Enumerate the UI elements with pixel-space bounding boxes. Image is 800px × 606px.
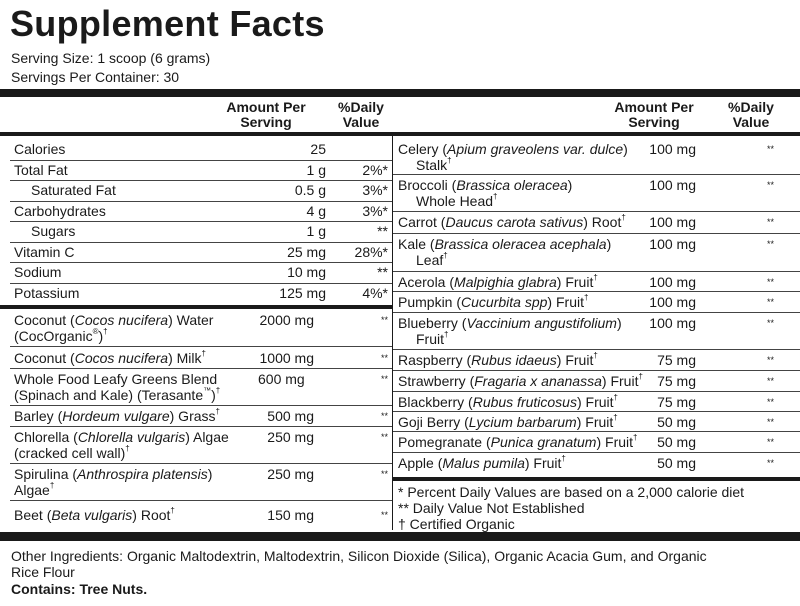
ingredient-row-kale: Kale (Brassica oleracea acephala) Leaf† 100 mg **	[398, 236, 774, 268]
nutrient-row	[14, 244, 392, 262]
daily-value: **	[766, 458, 774, 468]
amount: 100 mg	[649, 315, 696, 331]
ingredient-row-spirulina: Spirulina (Anthrospira platensis) Algae† 250 mg **	[14, 466, 388, 498]
daily-value: **	[380, 353, 388, 363]
amount: 100 mg	[649, 214, 696, 230]
daily-value: **	[377, 264, 388, 280]
amount: 25 mg	[287, 244, 326, 260]
nutrient-row	[14, 141, 392, 159]
amount: 100 mg	[649, 177, 696, 193]
left-dv-header: %Daily Value	[338, 99, 384, 130]
footnote-percent: * Percent Daily Values are based on a 2,000 calorie diet	[398, 484, 745, 500]
amount: 600 mg	[258, 371, 305, 387]
amount: 50 mg	[657, 455, 696, 471]
ingredient-row-blueberry: Blueberry (Vaccinium angustifolium) Fruit† 100 mg **	[398, 315, 774, 347]
amount: 75 mg	[657, 394, 696, 410]
nutrient-row	[14, 203, 392, 221]
ingredient-row-pumpkin: Pumpkin (Cucurbita spp) Fruit† 100 mg **	[398, 293, 774, 310]
bottom-thick-rule	[0, 532, 800, 541]
ingredient-row-strawberry: Strawberry (Fragaria x ananassa) Fruit† 75 mg **	[398, 372, 774, 389]
daily-value: 2%*	[362, 162, 388, 178]
daily-value: **	[380, 510, 388, 520]
amount: 50 mg	[657, 434, 696, 450]
footnote-certified-organic: † Certified Organic	[398, 516, 515, 532]
daily-value: 28%*	[354, 244, 388, 260]
nutrient-name: Calories	[14, 141, 66, 157]
daily-value: **	[380, 374, 388, 384]
nutrient-name: Saturated Fat	[31, 182, 116, 198]
amount: 100 mg	[649, 141, 696, 157]
daily-value: **	[766, 355, 774, 365]
amount: 100 mg	[649, 274, 696, 290]
amount: 25	[310, 141, 326, 157]
daily-value: **	[766, 239, 774, 249]
top-thick-rule	[0, 89, 800, 97]
daily-value: **	[380, 432, 388, 442]
nutrient-name: Sugars	[31, 223, 76, 239]
ingredient-row-carrot: Carrot (Daucus carota sativus) Root† 100 mg **	[398, 213, 774, 230]
daily-value: **	[377, 223, 388, 239]
amount: 75 mg	[657, 373, 696, 389]
daily-value: **	[380, 411, 388, 421]
daily-value: 4%*	[362, 285, 388, 301]
ingredient-row-pomegranate: Pomegranate (Punica granatum) Fruit† 50 mg **	[398, 433, 774, 450]
left-amount-header: Amount Per Serving	[226, 99, 306, 130]
panel-title: Supplement Facts	[10, 3, 325, 44]
amount: 50 mg	[657, 414, 696, 430]
allergen-statement: Contains: Tree Nuts.	[11, 581, 148, 597]
left-ingredients-rule	[0, 305, 393, 309]
nutrient-name: Potassium	[14, 285, 80, 301]
daily-value: **	[766, 217, 774, 227]
ingredient-row-chlorella: Chlorella (Chlorella vulgaris) Algae (cracked cell wall)† 250 mg **	[14, 429, 388, 461]
amount: 250 mg	[267, 429, 314, 445]
daily-value: **	[766, 437, 774, 447]
nutrient-row	[14, 162, 392, 180]
nutrient-row	[14, 264, 392, 282]
amount: 100 mg	[649, 294, 696, 310]
daily-value: **	[766, 180, 774, 190]
daily-value: **	[766, 277, 774, 287]
nutrient-name: Sodium	[14, 264, 62, 280]
serving-size: Serving Size: 1 scoop (6 grams)	[11, 50, 211, 66]
daily-value: 3%*	[362, 182, 388, 198]
ingredient-row-coconut-water: Coconut (Cocos nucifera) Water (CocOrganic®)† 2000 mg **	[14, 312, 388, 344]
column-divider	[392, 136, 393, 530]
daily-value: **	[380, 315, 388, 325]
amount: 10 mg	[287, 264, 326, 280]
nutrient-name: Carbohydrates	[14, 203, 106, 219]
nutrient-name: Vitamin C	[14, 244, 75, 260]
ingredient-row-blackberry: Blackberry (Rubus fruticosus) Fruit† 75 mg **	[398, 393, 774, 410]
ingredient-row-apple: Apple (Malus pumila) Fruit† 50 mg **	[398, 454, 774, 471]
header-rule	[0, 132, 800, 136]
other-ingredients: Other Ingredients: Organic Maltodextrin, Maltodextrin, Silicon Dioxide (Silica), Organic Acacia Gum, and Organic	[11, 548, 707, 564]
daily-value: **	[766, 318, 774, 328]
right-dv-header: %Daily Value	[728, 99, 774, 130]
ingredient-row-broccoli: Broccoli (Brassica oleracea) Whole Head† 100 mg **	[398, 177, 774, 209]
amount: 1 g	[306, 162, 326, 178]
ingredient-row-goji-berry: Goji Berry (Lycium barbarum) Fruit† 50 mg **	[398, 413, 774, 430]
ingredient-row-leafy-greens: Whole Food Leafy Greens Blend (Spinach and Kale) (Terasante™)† 600 mg **	[14, 371, 388, 403]
ingredient-row-barley: Barley (Hordeum vulgare) Grass† 500 mg **	[14, 407, 388, 424]
daily-value: **	[766, 144, 774, 154]
right-amount-header: Amount Per Serving	[614, 99, 694, 130]
amount: 4 g	[306, 203, 326, 219]
nutrient-name: Total Fat	[14, 162, 68, 178]
ingredient-row-raspberry: Raspberry (Rubus idaeus) Fruit† 75 mg **	[398, 351, 774, 368]
amount: 100 mg	[649, 236, 696, 252]
daily-value: **	[766, 397, 774, 407]
amount: 125 mg	[279, 285, 326, 301]
daily-value: **	[380, 469, 388, 479]
footnote-rule	[393, 477, 800, 481]
amount: 1 g	[306, 223, 326, 239]
other-ingredients-cont: Rice Flour	[11, 564, 75, 580]
amount: 1000 mg	[259, 350, 314, 366]
servings-per-container: Servings Per Container: 30	[11, 69, 180, 85]
nutrient-row	[14, 223, 392, 241]
nutrient-row	[14, 182, 392, 200]
ingredient-row-celery: Celery (Apium graveolens var. dulce) Stalk† 100 mg **	[398, 141, 774, 173]
ingredient-row-beet: Beet (Beta vulgaris) Root† 150 mg **	[14, 506, 388, 523]
amount: 0.5 g	[294, 182, 326, 198]
amount: 150 mg	[267, 507, 314, 523]
ingredient-row-acerola: Acerola (Malpighia glabra) Fruit† 100 mg **	[398, 273, 774, 290]
amount: 2000 mg	[259, 312, 314, 328]
footnote-not-established: ** Daily Value Not Established	[398, 500, 585, 516]
daily-value: 3%*	[362, 203, 388, 219]
daily-value: **	[766, 297, 774, 307]
nutrient-row	[14, 285, 392, 303]
amount: 500 mg	[267, 408, 314, 424]
daily-value: **	[766, 417, 774, 427]
amount: 250 mg	[267, 466, 314, 482]
ingredient-row-coconut-milk: Coconut (Cocos nucifera) Milk† 1000 mg **	[14, 349, 388, 366]
amount: 75 mg	[657, 352, 696, 368]
daily-value: **	[766, 376, 774, 386]
